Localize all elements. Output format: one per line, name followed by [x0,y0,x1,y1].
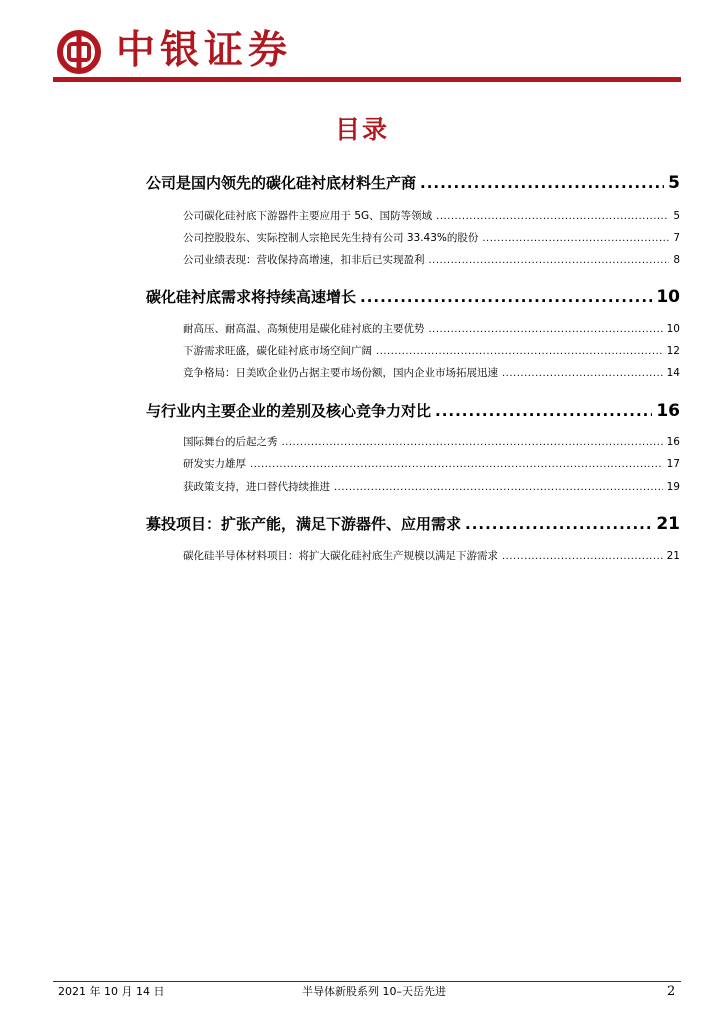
toc-entry-label: 获政策支持，进口替代持续推进 [183,481,330,493]
toc-section-entry[interactable] [146,400,680,422]
toc-entry-label: 耐高压、耐高温、高频使用是碳化硅衬底的主要优势 [183,323,425,335]
toc-dot-leader [282,435,663,451]
toc-entry-label: 公司控股股东、实际控制人宗艳民先生持有公司 33.43%的股份 [183,232,479,244]
toc-subsection-entry[interactable] [183,365,680,381]
toc-entry-label: 研发实力雄厚 [183,458,246,470]
page-header [0,0,724,84]
toc-section-entry[interactable] [146,286,680,308]
header-divider [53,77,681,82]
toc-entry-label: 碳化硅半导体材料项目：将扩大碳化硅衬底生产规模以满足下游需求 [183,550,498,562]
toc-subsection-entry[interactable] [183,343,680,359]
toc-entry-label: 与行业内主要企业的差别及核心竞争力对比 [146,402,432,420]
toc-entry-page: 12 [666,345,680,357]
toc-dot-leader [435,400,652,422]
toc-entry-label: 募投项目：扩张产能，满足下游器件、应用需求 [146,515,462,533]
bank-of-china-logo-icon [56,29,102,75]
toc-section-entry[interactable] [146,172,680,194]
toc-entry-label: 竞争格局：日美欧企业仍占据主要市场份额，国内企业市场拓展迅速 [183,367,498,379]
toc-entry-page: 21 [656,514,680,534]
footer-divider [53,981,681,982]
toc-dot-leader [436,209,669,225]
toc-subsection-entry[interactable] [183,479,680,495]
toc-entry-page: 16 [656,401,680,421]
toc-subsection-entry[interactable] [183,434,680,450]
toc-subsection-entry[interactable] [183,456,680,472]
toc-dot-leader [420,172,664,194]
toc-dot-leader [502,366,663,382]
toc-entry-page: 10 [666,323,680,335]
toc-entry-label: 国际舞台的后起之秀 [183,436,278,448]
footer-date: 2021 年 10 月 14 日 [58,985,165,998]
toc-entry-label: 公司是国内领先的碳化硅衬底材料生产商 [146,174,417,192]
toc-dot-leader [429,253,670,269]
toc-entry-page: 19 [666,481,680,493]
toc-dot-leader [250,457,663,473]
toc-entry-page: 8 [673,254,680,266]
toc-entry-page: 10 [656,287,680,307]
footer-series-title: 半导体新股系列 10–天岳先进 [302,985,446,998]
toc-dot-leader [482,231,669,247]
toc-dot-leader [502,549,663,565]
toc-dot-leader [360,286,652,308]
toc-section-entry[interactable] [146,513,680,535]
toc-subsection-entry[interactable] [183,548,680,564]
toc-entry-label: 公司业绩表现：营收保持高增速，扣非后已实现盈利 [183,254,425,266]
toc-entry-page: 14 [666,367,680,379]
toc-entry-label: 公司碳化硅衬底下游器件主要应用于 5G、国防等领域 [183,210,433,222]
toc-dot-leader [376,344,663,360]
brand-name: 中银证券 [116,27,293,73]
toc-title: 目录 [334,115,389,144]
toc-dot-leader [429,322,663,338]
toc-subsection-entry[interactable] [183,252,680,268]
toc-subsection-entry[interactable] [183,321,680,337]
toc-subsection-entry[interactable] [183,208,680,224]
toc-dot-leader [334,480,663,496]
toc-entry-page: 16 [666,436,680,448]
toc-entry-page: 21 [666,550,680,562]
toc-entry-label: 下游需求旺盛，碳化硅衬底市场空间广阔 [183,345,372,357]
toc-entry-page: 17 [666,458,680,470]
toc-subsection-entry[interactable] [183,230,680,246]
toc-entry-page: 5 [668,173,680,193]
toc-entry-page: 5 [673,210,680,222]
toc-dot-leader [465,513,652,535]
toc-entry-page: 7 [673,232,680,244]
footer-page-number: 2 [667,984,676,999]
toc-entry-label: 碳化硅衬底需求将持续高速增长 [146,288,357,306]
